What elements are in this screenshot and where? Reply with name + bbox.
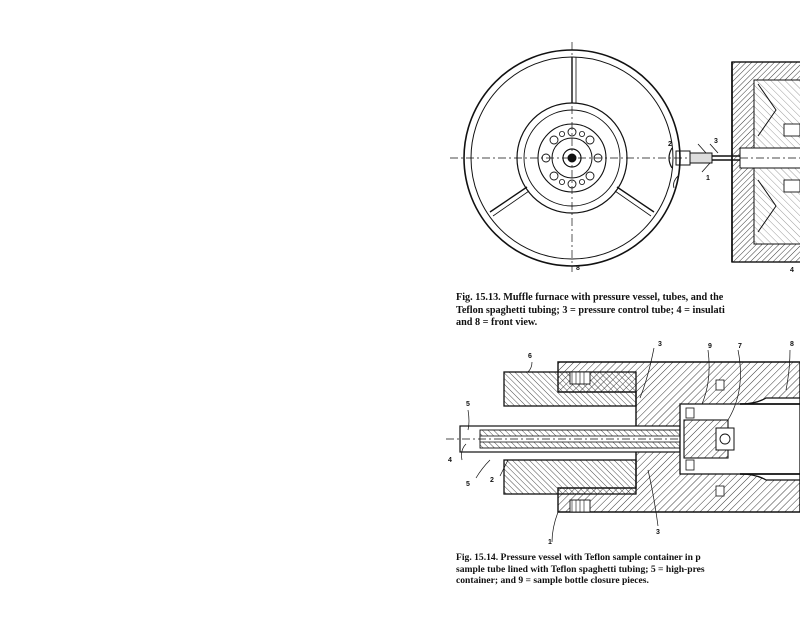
label-2: 2 [490,477,494,484]
label-8: 8 [576,265,580,272]
label-6: 6 [528,353,532,360]
caption-line: Teflon spaghetti tubing; 3 = pressure control tube; 4 = insulati [456,304,725,316]
label-2: 2 [668,141,672,148]
label-4: 4 [448,457,452,464]
figure-15-14-drawing [440,326,800,546]
label-8: 8 [790,341,794,348]
label-3: 3 [714,138,718,145]
furnace-side-section [732,62,800,262]
label-5: 5 [466,401,470,408]
caption-line: Fig. 15.14. Pressure vessel with Teflon sample container in p [456,552,701,563]
caption-line: container; and 9 = sample bottle closure pieces. [456,575,649,586]
caption-line: and 8 = front view. [456,317,538,328]
pressure-vessel-section [446,362,800,512]
label-3-top: 3 [658,341,662,348]
label-7: 7 [738,343,742,350]
label-1: 1 [548,539,552,546]
caption-line: Fig. 15.13. Muffle furnace with pressure vessel, tubes, and the [456,292,724,303]
label-3-bottom: 3 [656,529,660,536]
label-5-low: 5 [466,481,470,488]
label-4: 4 [790,267,794,274]
label-9: 9 [708,343,712,350]
label-1: 1 [706,175,710,182]
furnace-front-view [450,42,690,272]
figure-15-14-caption [456,552,800,587]
figure-15-13-drawing [440,40,800,276]
figure-15-13-caption [456,292,800,330]
caption-line: sample tube lined with Teflon spaghetti tubing; 5 = high-pres [456,563,705,575]
